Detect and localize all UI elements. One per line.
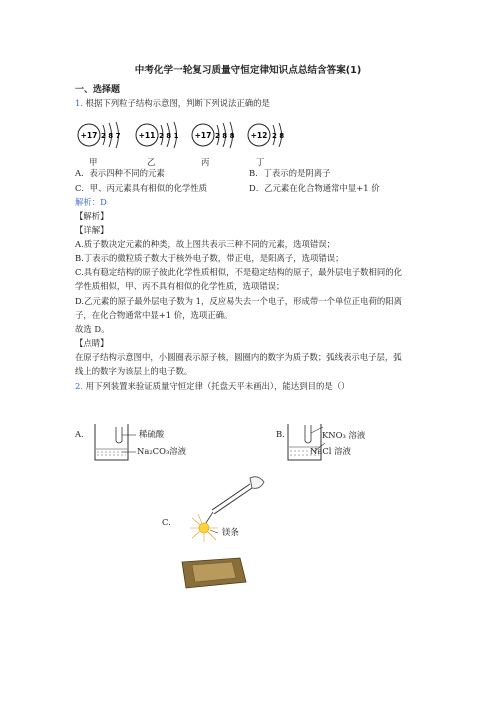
q1-answer: 解析：D [75, 197, 107, 207]
detail-line: 子，在化合物通常中显+1 价，选项正确。 [75, 310, 233, 320]
detail-line: A.质子数决定元素的种类，故上图共表示三种不同的元素，选项错误； [75, 239, 335, 249]
q2-stem [75, 381, 349, 392]
shell-electrons: 2 8 7 [101, 132, 121, 140]
q1-option-b: B．丁表示的是阴离子 [249, 168, 331, 178]
q1-option-a: A．表示四种不同的元素 [75, 168, 165, 178]
q1-number: 1. [75, 98, 83, 108]
comment-line: 在原子结构示意图中，小圆圈表示原子核，圆圈内的数字为质子数；弧线表示电子层，弧 [75, 352, 402, 362]
shell-electrons: 2 8 [272, 132, 285, 140]
q1-stem [75, 98, 270, 109]
analysis-tag: 【解析】 [75, 211, 109, 221]
atom-label-yi: 乙 [147, 157, 156, 167]
comment-tag: 【点睛】 [75, 338, 109, 348]
atom-diagram-jia [78, 122, 121, 148]
q1-option-c: C．甲、丙元素具有相似的化学性质 [75, 183, 208, 193]
document-title: 中考化学一轮复习质量守恒定律知识点总结含答案(1) [134, 65, 362, 76]
nucleus-charge: +11 [138, 131, 156, 140]
q2-number: 2. [75, 381, 83, 391]
atom-diagram-bing [192, 122, 235, 148]
atom-label-ding: 丁 [256, 157, 265, 167]
apparatus-a-letter: A. [75, 429, 84, 439]
apparatus-a-label-acid: 稀硫酸 [139, 429, 165, 439]
apparatus-b-beaker [285, 419, 375, 465]
atom-diagram-ding [248, 123, 284, 147]
q2-stem-text: 用下列装置来验证质量守恒定律（托盘天平未画出），能达到目的是（） [85, 381, 350, 391]
section-heading: 一、选择题 [75, 85, 121, 95]
detail-tag: 【详解】 [75, 225, 109, 235]
shell-electrons: 2 8 8 [215, 132, 235, 140]
apparatus-b-label-bottom: NaCl 溶液 [310, 446, 351, 456]
detail-line: B.丁表示的微粒质子数大于核外电子数，带正电，是阳离子，选项错误； [75, 253, 344, 263]
detail-line: 学性质相似，甲、丙不具有相似的化学性质，选项错误； [75, 281, 285, 291]
q1-stem-text: 根据下列粒子结构示意图，判断下列说法正确的是 [85, 98, 270, 108]
detail-line: D.乙元素的原子最外层电子数为 1，反应易失去一个电子，形成带一个单位正电荷的阳离 [75, 296, 402, 306]
nucleus-charge: +17 [194, 131, 212, 140]
atom-diagram-yi [136, 122, 179, 148]
apparatus-c-label: 镁条 [222, 527, 239, 537]
apparatus-a-beaker [92, 419, 182, 465]
atom-label-jia: 甲 [89, 157, 98, 167]
detail-line: 故选 D。 [75, 324, 110, 334]
atom-diagrams [76, 117, 326, 161]
comment-line: 线上的数字为该层上的电子数。 [75, 366, 193, 376]
shell-electrons: 2 8 1 [159, 132, 179, 140]
detail-line: C.具有稳定结构的原子彼此化学性质相似，不是稳定结构的原子，最外层电子数相同的化 [75, 267, 403, 277]
nucleus-charge: +17 [80, 131, 98, 140]
apparatus-b-label-top: KNO₃ 溶液 [322, 430, 366, 440]
apparatus-b-letter: B. [276, 429, 285, 439]
atom-label-bing: 丙 [201, 157, 210, 167]
apparatus-a-label-solution: Na₂CO₃溶液 [137, 446, 187, 456]
apparatus-c-letter: C. [162, 517, 171, 527]
nucleus-charge: +12 [250, 131, 268, 140]
q1-option-d: D．乙元素在化合物通常中显+1 价 [249, 183, 380, 193]
